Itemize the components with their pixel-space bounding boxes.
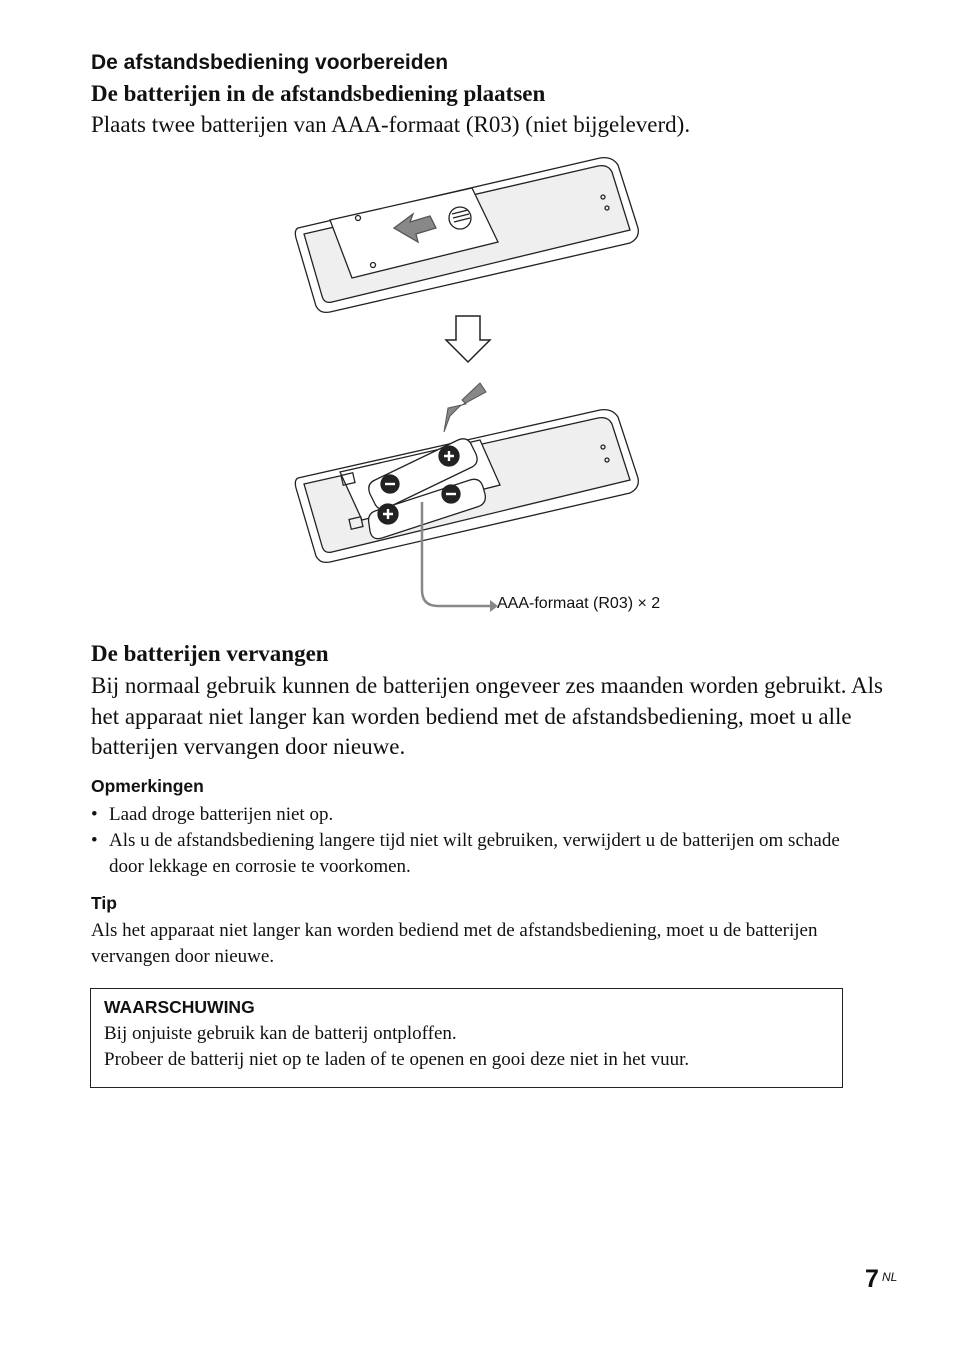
tip-text: Als het apparaat niet langer kan worden bediend met de afstandsbediening, moet u de batterijen vervangen door nieuwe.: [91, 920, 818, 967]
note-text: Laad droge batterijen niet op.: [109, 804, 334, 825]
list-item: [91, 802, 851, 828]
battery-insertion-illustration: [280, 150, 700, 625]
insertion-arrow-icon: [444, 383, 486, 432]
warning-text-line: Bij onjuiste gebruik kan de batterij ontploffen.: [104, 1023, 457, 1044]
insert-batteries-title: De batterijen in de afstandsbediening plaatsen: [91, 81, 546, 106]
warning-text-line: Probeer de batterij niet op te laden of te openen en gooi deze niet in het vuur.: [104, 1049, 690, 1070]
bullet-icon: •: [91, 804, 98, 825]
down-arrow-icon: [446, 316, 490, 362]
tip-heading: Tip: [91, 893, 117, 913]
bullet-icon: •: [91, 830, 98, 851]
note-text: Als u de afstandsbediening langere tijd niet wilt gebruiken, verwijdert u de batterijen om schade door lekkage en corrosie te voorkomen.: [109, 830, 840, 877]
replace-batteries-text: Bij normaal gebruik kunnen de batterijen ongeveer zes maanden worden gebruikt. Als het apparaat niet langer kan worden bediend met de afstandsbediening, moet u alle batterijen vervangen door nieuwe.: [91, 673, 883, 759]
notes-list: [91, 802, 851, 880]
figure-caption: AAA-formaat (R03) × 2: [497, 595, 661, 612]
warning-heading: WAARSCHUWING: [104, 997, 255, 1017]
remote-control-closed: [295, 158, 638, 313]
page-language: NL: [882, 1270, 898, 1284]
replace-batteries-title: De batterijen vervangen: [91, 641, 329, 666]
list-item: [91, 828, 851, 880]
page-number: 7: [865, 1265, 879, 1293]
section-heading: De afstandsbediening voorbereiden: [91, 51, 449, 74]
insert-batteries-text: Plaats twee batterijen van AAA-formaat (R03) (niet bijgeleverd).: [91, 112, 691, 137]
notes-heading: Opmerkingen: [91, 776, 204, 796]
